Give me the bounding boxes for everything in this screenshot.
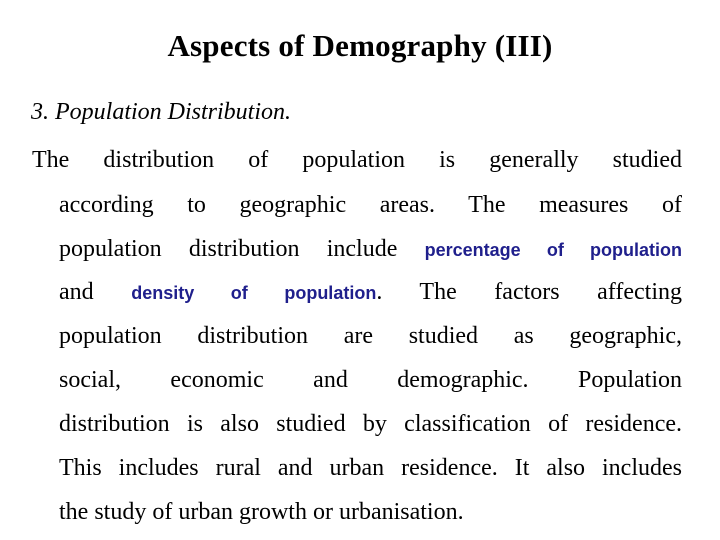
paragraph-text: and [59, 279, 94, 305]
highlight-term: density of population [131, 283, 377, 303]
paragraph-line: The distribution of population is generally studied [32, 147, 682, 173]
paragraph-text: . The factors affecting [376, 279, 682, 305]
section-heading: 3. Population Distribution. [31, 99, 292, 125]
highlight-term: percentage of population [424, 240, 682, 260]
paragraph-line: distribution is also studied by classification of residence. [59, 411, 682, 437]
paragraph-line: the study of urban growth or urbanisation. [59, 499, 464, 525]
paragraph-line: This includes rural and urban residence. It also includes [59, 455, 682, 481]
paragraph-line: population distribution are studied as geographic, [59, 323, 682, 349]
paragraph-text: population distribution include [59, 236, 398, 262]
paragraph-line: social, economic and demographic. Population [59, 367, 682, 393]
paragraph-line [59, 231, 682, 267]
slide-title: Aspects of Demography (III) [167, 28, 553, 63]
paragraph-line: according to geographic areas. The measures of [59, 192, 682, 218]
paragraph-line [59, 274, 682, 310]
